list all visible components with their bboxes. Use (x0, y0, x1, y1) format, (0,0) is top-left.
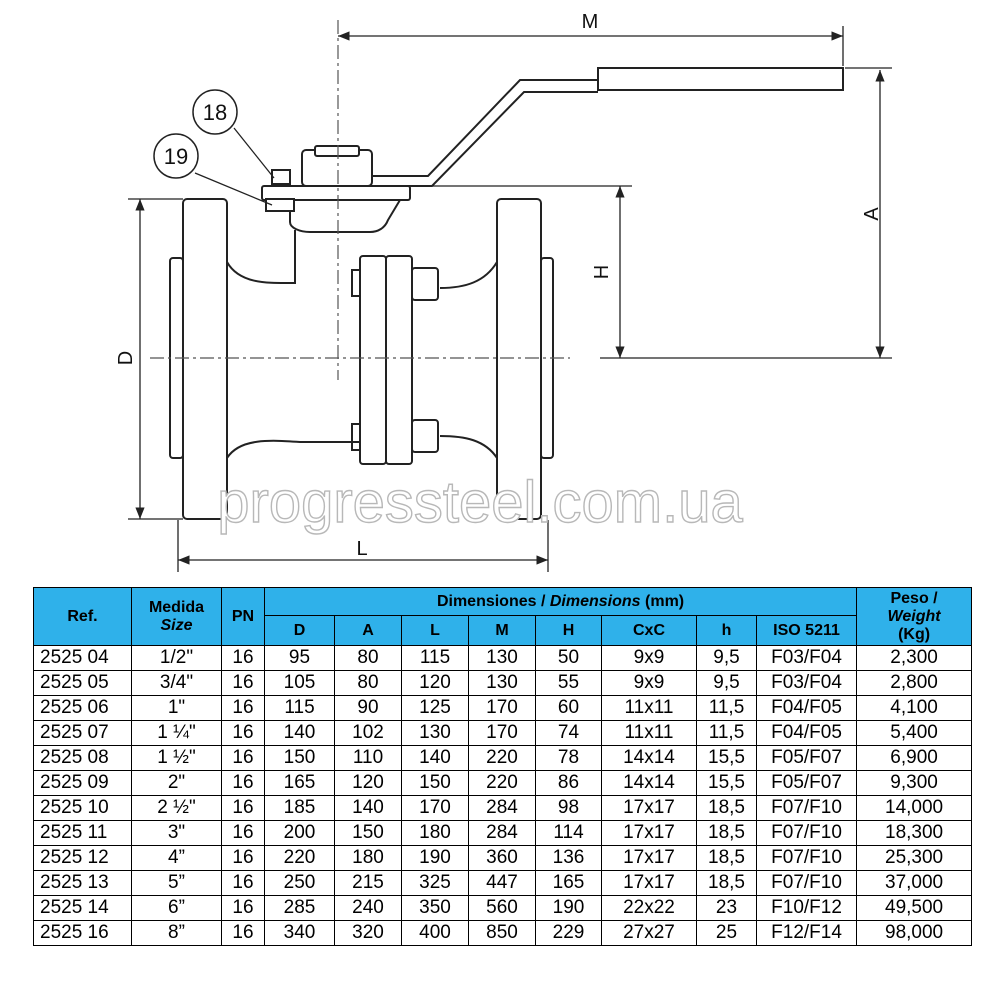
cell-pn: 16 (222, 921, 265, 946)
cell-pn: 16 (222, 846, 265, 871)
cell-a: 110 (335, 746, 402, 771)
cell-d: 250 (265, 871, 335, 896)
specification-table (33, 587, 972, 946)
header-col-h: h (697, 616, 757, 646)
cell-weight: 4,100 (857, 696, 972, 721)
cell-d: 165 (265, 771, 335, 796)
cell-m: 220 (469, 746, 536, 771)
cell-a: 240 (335, 896, 402, 921)
callout-19-label: 19 (163, 144, 189, 169)
cell-size: 3/4" (132, 671, 222, 696)
cell-size: 8” (132, 921, 222, 946)
cell-size: 4” (132, 846, 222, 871)
cell-m: 850 (469, 921, 536, 946)
cell-m: 284 (469, 796, 536, 821)
cell-m: 170 (469, 721, 536, 746)
cell-d: 340 (265, 921, 335, 946)
callout-19 (154, 134, 198, 178)
cell-m: 130 (469, 646, 536, 671)
cell-iso-5211: F12/F14 (757, 921, 857, 946)
cell-weight: 2,300 (857, 646, 972, 671)
dimension-d-label: D (115, 350, 137, 366)
cell-iso-5211: F05/F07 (757, 746, 857, 771)
header-weight-unit: (Kg) (898, 625, 931, 643)
cell-ref: 2525 06 (34, 696, 132, 721)
header-dimensions-unit: (mm) (645, 592, 685, 610)
cell-h: 136 (536, 846, 602, 871)
cell-weight: 2,800 (857, 671, 972, 696)
cell-pn: 16 (222, 721, 265, 746)
cell-ref: 2525 12 (34, 846, 132, 871)
header-weight-es: Peso / (890, 589, 938, 607)
header-size-es: Medida (148, 598, 205, 616)
cell-ref: 2525 04 (34, 646, 132, 671)
header-size-en: Size (160, 616, 193, 634)
cell-iso-5211: F07/F10 (757, 871, 857, 896)
cell-cxc: 11x11 (602, 696, 697, 721)
cell-size: 1 ¼" (132, 721, 222, 746)
cell-l: 170 (402, 796, 469, 821)
cell-ref: 2525 13 (34, 871, 132, 896)
header-dimensions-es: Dimensiones / (436, 592, 546, 610)
cell-weight: 9,300 (857, 771, 972, 796)
table-row (34, 671, 972, 696)
header-dimensions-en: Dimensions (549, 592, 641, 610)
cell-cxc: 17x17 (602, 796, 697, 821)
cell-h: 165 (536, 871, 602, 896)
cell-h: 229 (536, 921, 602, 946)
header-col-m: M (469, 616, 536, 646)
cell-a: 215 (335, 871, 402, 896)
header-col-iso-5211: ISO 5211 (757, 616, 857, 646)
watermark-text: progressteel.com.ua (217, 470, 743, 535)
cell-h-small: 15,5 (697, 746, 757, 771)
table-body (34, 646, 972, 946)
cell-pn: 16 (222, 746, 265, 771)
cell-ref: 2525 09 (34, 771, 132, 796)
cell-pn: 16 (222, 696, 265, 721)
table-row (34, 846, 972, 871)
header-weight (857, 588, 972, 646)
table-row (34, 821, 972, 846)
header-dimensions (265, 588, 857, 616)
cell-a: 140 (335, 796, 402, 821)
header-col-d: D (265, 616, 335, 646)
cell-a: 120 (335, 771, 402, 796)
header-col-cxc: CxC (602, 616, 697, 646)
cell-iso-5211: F04/F05 (757, 696, 857, 721)
cell-m: 130 (469, 671, 536, 696)
cell-h-small: 11,5 (697, 721, 757, 746)
cell-h: 55 (536, 671, 602, 696)
cell-pn: 16 (222, 671, 265, 696)
cell-iso-5211: F07/F10 (757, 846, 857, 871)
header-pn: PN (222, 588, 265, 646)
header-col-a: A (335, 616, 402, 646)
header-size (132, 588, 222, 646)
cell-weight: 5,400 (857, 721, 972, 746)
dimension-l-label: L (356, 538, 368, 560)
cell-a: 150 (335, 821, 402, 846)
cell-h-small: 18,5 (697, 796, 757, 821)
cell-pn: 16 (222, 821, 265, 846)
cell-m: 560 (469, 896, 536, 921)
cell-d: 185 (265, 796, 335, 821)
cell-weight: 49,500 (857, 896, 972, 921)
cell-ref: 2525 10 (34, 796, 132, 821)
cell-cxc: 17x17 (602, 846, 697, 871)
cell-h-small: 9,5 (697, 646, 757, 671)
cell-h: 50 (536, 646, 602, 671)
cell-pn: 16 (222, 871, 265, 896)
cell-d: 200 (265, 821, 335, 846)
cell-iso-5211: F07/F10 (757, 796, 857, 821)
cell-d: 140 (265, 721, 335, 746)
cell-cxc: 17x17 (602, 821, 697, 846)
cell-cxc: 22x22 (602, 896, 697, 921)
cell-size: 5” (132, 871, 222, 896)
cell-pn: 16 (222, 896, 265, 921)
cell-iso-5211: F03/F04 (757, 671, 857, 696)
cell-ref: 2525 08 (34, 746, 132, 771)
cell-pn: 16 (222, 646, 265, 671)
cell-weight: 25,300 (857, 846, 972, 871)
table-row (34, 721, 972, 746)
callout-18 (193, 90, 237, 134)
cell-h-small: 15,5 (697, 771, 757, 796)
cell-iso-5211: F04/F05 (757, 721, 857, 746)
cell-m: 360 (469, 846, 536, 871)
dimension-a-label: A (861, 207, 883, 221)
cell-h-small: 23 (697, 896, 757, 921)
cell-ref: 2525 05 (34, 671, 132, 696)
cell-weight: 14,000 (857, 796, 972, 821)
cell-l: 140 (402, 746, 469, 771)
cell-d: 105 (265, 671, 335, 696)
table-row (34, 646, 972, 671)
cell-l: 120 (402, 671, 469, 696)
valve-body-outline (170, 68, 843, 519)
cell-h-small: 25 (697, 921, 757, 946)
cell-ref: 2525 07 (34, 721, 132, 746)
cell-size: 2 ½" (132, 796, 222, 821)
cell-h-small: 9,5 (697, 671, 757, 696)
cell-h: 74 (536, 721, 602, 746)
cell-a: 90 (335, 696, 402, 721)
header-weight-en: Weight (887, 607, 941, 625)
cell-m: 284 (469, 821, 536, 846)
cell-l: 125 (402, 696, 469, 721)
table-row (34, 896, 972, 921)
cell-l: 350 (402, 896, 469, 921)
cell-size: 2" (132, 771, 222, 796)
cell-d: 95 (265, 646, 335, 671)
cell-pn: 16 (222, 771, 265, 796)
table-row (34, 771, 972, 796)
cell-l: 400 (402, 921, 469, 946)
cell-a: 180 (335, 846, 402, 871)
cell-cxc: 9x9 (602, 671, 697, 696)
cell-h-small: 18,5 (697, 871, 757, 896)
cell-size: 3" (132, 821, 222, 846)
cell-iso-5211: F05/F07 (757, 771, 857, 796)
cell-weight: 18,300 (857, 821, 972, 846)
header-col-l: L (402, 616, 469, 646)
cell-l: 190 (402, 846, 469, 871)
table-row (34, 921, 972, 946)
cell-l: 180 (402, 821, 469, 846)
cell-size: 1/2" (132, 646, 222, 671)
cell-pn: 16 (222, 796, 265, 821)
cell-ref: 2525 16 (34, 921, 132, 946)
cell-size: 1" (132, 696, 222, 721)
table-row (34, 746, 972, 771)
cell-d: 220 (265, 846, 335, 871)
cell-cxc: 14x14 (602, 746, 697, 771)
cell-h-small: 18,5 (697, 846, 757, 871)
cell-size: 6” (132, 896, 222, 921)
cell-weight: 37,000 (857, 871, 972, 896)
cell-h: 98 (536, 796, 602, 821)
cell-a: 80 (335, 671, 402, 696)
cell-l: 130 (402, 721, 469, 746)
cell-a: 80 (335, 646, 402, 671)
cell-h: 114 (536, 821, 602, 846)
cell-cxc: 9x9 (602, 646, 697, 671)
cell-l: 325 (402, 871, 469, 896)
cell-cxc: 11x11 (602, 721, 697, 746)
cell-a: 102 (335, 721, 402, 746)
cell-ref: 2525 14 (34, 896, 132, 921)
header-col-h: H (536, 616, 602, 646)
cell-iso-5211: F03/F04 (757, 646, 857, 671)
cell-d: 115 (265, 696, 335, 721)
cell-h-small: 18,5 (697, 821, 757, 846)
dimension-h-label: H (591, 264, 613, 280)
cell-ref: 2525 11 (34, 821, 132, 846)
cell-iso-5211: F10/F12 (757, 896, 857, 921)
cell-a: 320 (335, 921, 402, 946)
cell-d: 285 (265, 896, 335, 921)
cell-weight: 98,000 (857, 921, 972, 946)
header-ref: Ref. (34, 588, 132, 646)
cell-weight: 6,900 (857, 746, 972, 771)
cell-l: 115 (402, 646, 469, 671)
cell-m: 220 (469, 771, 536, 796)
table-header-row (34, 588, 972, 616)
cell-m: 447 (469, 871, 536, 896)
callout-18-label: 18 (202, 100, 228, 125)
table-row (34, 871, 972, 896)
cell-h-small: 11,5 (697, 696, 757, 721)
cell-iso-5211: F07/F10 (757, 821, 857, 846)
table-row (34, 696, 972, 721)
cell-h: 190 (536, 896, 602, 921)
cell-h: 78 (536, 746, 602, 771)
cell-l: 150 (402, 771, 469, 796)
cell-h: 86 (536, 771, 602, 796)
cell-d: 150 (265, 746, 335, 771)
cell-m: 170 (469, 696, 536, 721)
dimension-m-label: M (581, 11, 599, 33)
cell-cxc: 17x17 (602, 871, 697, 896)
cell-h: 60 (536, 696, 602, 721)
table-row (34, 796, 972, 821)
cell-cxc: 14x14 (602, 771, 697, 796)
cell-size: 1 ½" (132, 746, 222, 771)
cell-cxc: 27x27 (602, 921, 697, 946)
